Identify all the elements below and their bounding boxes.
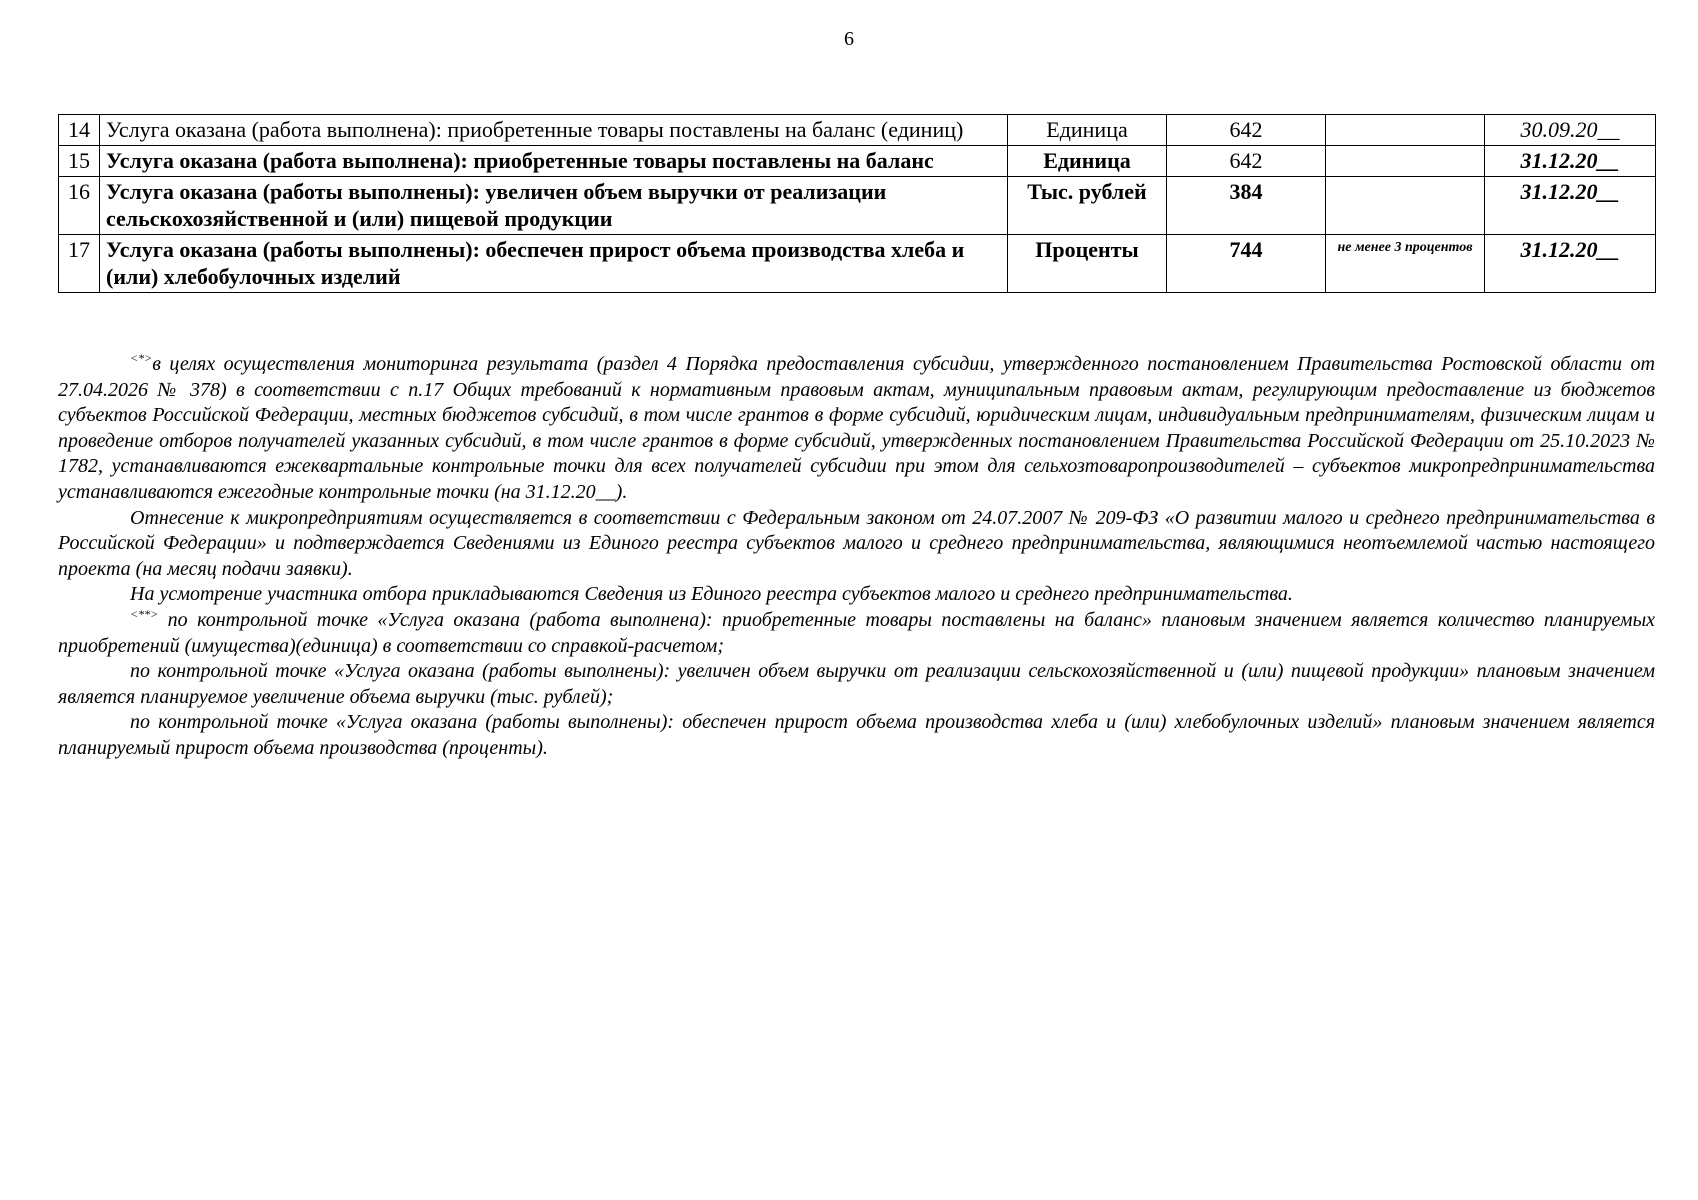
row-unit: Единица: [1008, 146, 1167, 177]
footnote-revenue: по контрольной точке «Услуга оказана (работы выполнены): увеличен объем выручки от реализации сельскохозяйственной и (или) пищевой продукции» плановым значением является планируемое увеличение объема выручки (тыс. рублей);: [58, 660, 1655, 708]
footnotes: [58, 352, 1655, 762]
row-note: не менее 3 процентов: [1326, 235, 1485, 293]
row-name: Услуга оказана (работа выполнена): приобретенные товары поставлены на баланс (единиц): [100, 115, 1008, 146]
control-points-table: [58, 114, 1656, 293]
footnote-micro-enterprise: Отнесение к микропредприятиям осуществляется в соответствии с Федеральным законом от 24.07.2007 № 209-ФЗ «О развитии малого и среднего предпринимательства в Российской Федерации» и подтверждается Сведениями из Единого реестра субъектов малого и среднего предпринимательства, являющимися неотъемлемой частью настоящего проекта (на месяц подачи заявки).: [58, 506, 1655, 580]
row-name: Услуга оказана (работы выполнены): обеспечен прирост объема производства хлеба и (или) хлебобулочных изделий: [100, 235, 1008, 293]
row-note: [1326, 115, 1485, 146]
footnote-1-text: в целях осуществления мониторинга результата (раздел 4 Порядка предоставления субсидии, утвержденного постановлением Правительства Ростовской области от 27.04.2026 № 378) в соответствии с п.17 Общих требований к нормативным правовым актам, муниципальным правовым актам, регулирующим предоставление из бюджетов субъектов Российской Федерации, местных бюджетов субсидий, в том числе грантов в форме субсидий, юридическим лицам, индивидуальным предпринимателям, физическим лицам и проведение отборов получателей указанных субсидий, в том числе грантов в форме субсидий, утвержденных постановлением Правительства Российской Федерации от 25.10.2023 № 1782, устанавливаются ежеквартальные контрольные точки для всех получателей субсидии при этом для сельхозтоваропроизводителей – субъектов микропредпринимательства устанавливаются ежегодные контрольные точки (на 31.12.20__).: [58, 353, 1655, 503]
table-row: [59, 177, 1656, 235]
row-code: 642: [1167, 115, 1326, 146]
row-number: 17: [59, 235, 100, 293]
footnote-1: [58, 352, 1655, 506]
row-unit: Тыс. рублей: [1008, 177, 1167, 235]
row-note: [1326, 177, 1485, 235]
footnote-2: [58, 608, 1655, 659]
page-number: 6: [844, 28, 854, 50]
row-note: [1326, 146, 1485, 177]
row-date: 31.12.20__: [1485, 235, 1656, 293]
row-unit: Единица: [1008, 115, 1167, 146]
table-row: [59, 235, 1656, 293]
row-date: 31.12.20__: [1485, 177, 1656, 235]
table-row: [59, 115, 1656, 146]
table-row: [59, 146, 1656, 177]
row-code: 744: [1167, 235, 1326, 293]
row-number: 16: [59, 177, 100, 235]
row-unit: Проценты: [1008, 235, 1167, 293]
footnote-marker-single: <*>: [130, 351, 153, 365]
row-code: 642: [1167, 146, 1326, 177]
row-code: 384: [1167, 177, 1326, 235]
footnote-registry: На усмотрение участника отбора прикладываются Сведения из Единого реестра субъектов малого и среднего предпринимательства.: [130, 583, 1293, 606]
footnote-2-text: по контрольной точке «Услуга оказана (работа выполнена): приобретенные товары поставлены на баланс» плановым значением является количество планируемых приобретений (имущества)(единица) в соответствии со справкой-расчетом;: [58, 608, 1655, 657]
footnote-marker-double: <**>: [130, 606, 159, 621]
row-number: 14: [59, 115, 100, 146]
row-name: Услуга оказана (работа выполнена): приобретенные товары поставлены на баланс: [100, 146, 1008, 177]
row-name: Услуга оказана (работы выполнены): увеличен объем выручки от реализации сельскохозяйственной и (или) пищевой продукции: [100, 177, 1008, 235]
row-date: 31.12.20__: [1485, 146, 1656, 177]
row-number: 15: [59, 146, 100, 177]
row-date: 30.09.20__: [1485, 115, 1656, 146]
footnote-production: по контрольной точке «Услуга оказана (работы выполнены): обеспечен прирост объема производства хлеба и (или) хлебобулочных изделий» плановым значением является планируемый прирост объема производства (проценты).: [58, 711, 1655, 759]
